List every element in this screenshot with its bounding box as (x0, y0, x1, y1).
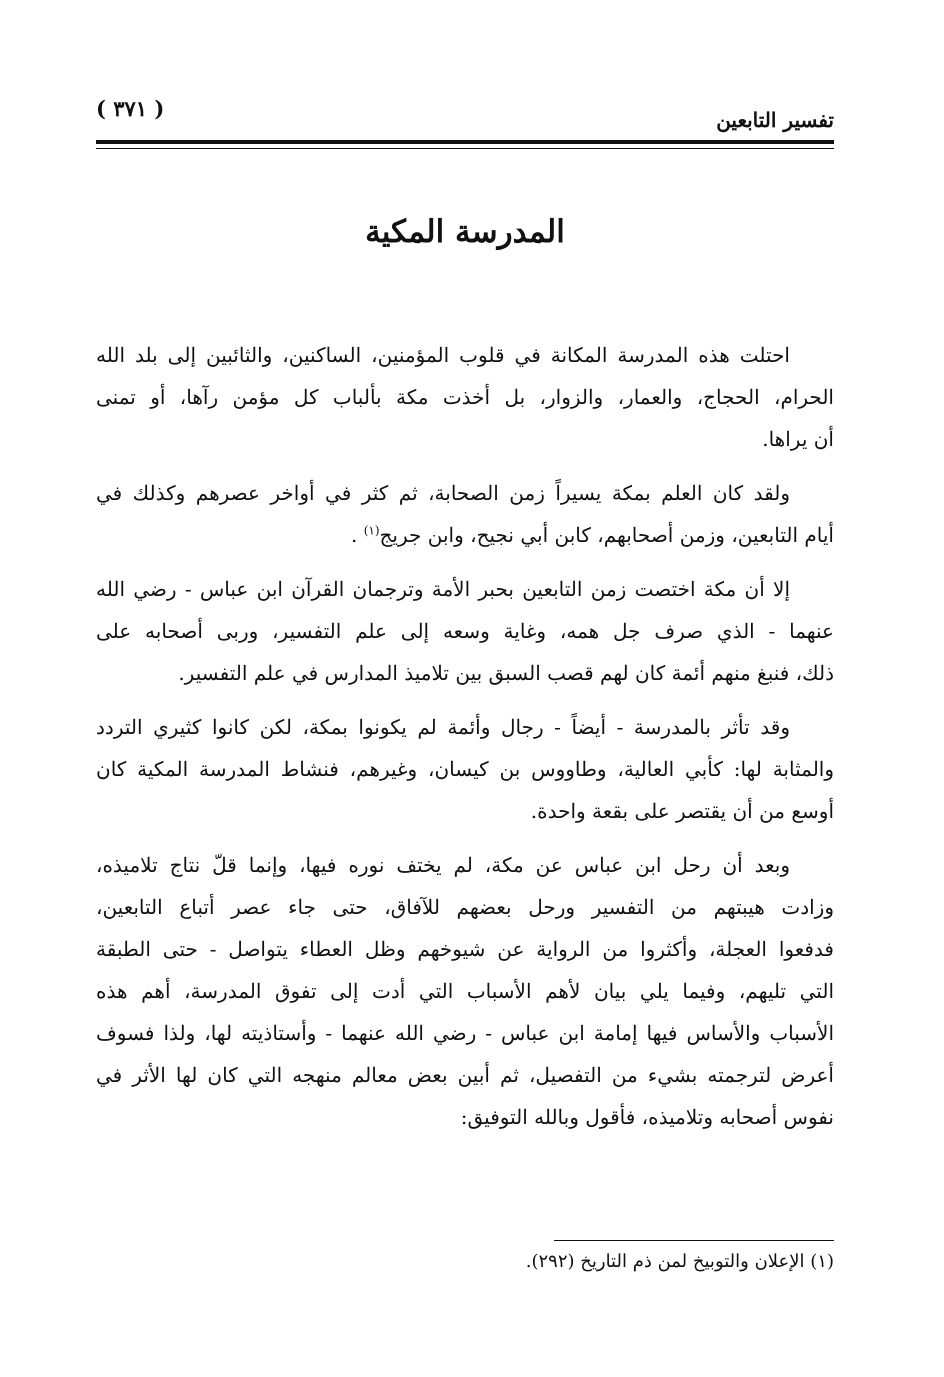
header-rule (96, 140, 834, 144)
paragraph-line-with-footnote (96, 514, 834, 556)
paragraph-gap (96, 556, 834, 568)
paragraph-line: وقد تأثر بالمدرسة - أيضاً - رجال وأئمة لم يكونوا بمكة، لكن كانوا كثيري التردد (96, 715, 790, 739)
paragraph-5 (96, 844, 834, 1138)
paragraph-line: أن يراها. (762, 427, 834, 451)
paragraph-gap (96, 832, 834, 844)
paragraph-2 (96, 472, 834, 556)
paragraph-3 (96, 568, 834, 694)
paragraph-line: أوسع من أن يقتصر على بقعة واحدة. (530, 799, 834, 823)
paragraph-line-tail: . (350, 523, 364, 547)
paragraph-line: وبعد أن رحل ابن عباس عن مكة، لم يختف نوره فيها، وإنما قلّ نتاج تلاميذه، (96, 853, 790, 877)
paragraph-line: ذلك، فنبغ منهم أئمة كان لهم قصب السبق بين تلاميذ المدارس في علم التفسير. (178, 661, 834, 685)
paragraph-line: والمثابة لها: كأبي العالية، وطاووس بن كيسان، وغيرهم، فنشاط المدرسة المكية كان (96, 757, 834, 781)
paragraph-line: إلا أن مكة اختصت زمن التابعين بحبر الأمة وترجمان القرآن ابن عباس - رضي الله (96, 577, 790, 601)
page-number: ( ٣٧١ ) (96, 96, 165, 121)
paragraph-gap (96, 694, 834, 706)
paragraph-line: ولقد كان العلم بمكة يسيراً زمن الصحابة، ثم كثر في أواخر عصرهم وكذلك في (96, 481, 790, 505)
paragraph-line: الحرام، الحجاج، والعمار، والزوار، بل أخذت مكة بألباب كل مؤمن رآها، أو تمنى (96, 385, 834, 409)
paragraph-line: الأسباب والأساس فيها إمامة ابن عباس - رضي الله عنهما - وأستاذيته لها، ولذا فسوف (96, 1021, 834, 1045)
running-header (96, 94, 834, 134)
paragraph-line: عنهما - الذي صرف جل همه، وغاية وسعه إلى علم التفسير، وربى أصحابه على (96, 619, 834, 643)
paragraph-4 (96, 706, 834, 832)
section-title: المدرسة المكية (365, 214, 565, 250)
paragraph-line: فدفعوا العجلة، وأكثروا من الرواية عن شيوخهم وظل العطاء يتواصل - حتى الطبقة (96, 937, 834, 961)
footnote-marker: (١) (363, 523, 380, 538)
paragraph-line-text: أيام التابعين، وزمن أصحابهم، كابن أبي نجيح، وابن جريج (379, 523, 834, 547)
paragraph-line: أعرض لترجمته بشيء من التفصيل، ثم أبين بعض معالم منهجه التي كان لها الأثر في (96, 1063, 834, 1087)
paragraph-line: نفوس أصحابه وتلاميذه، فأقول وبالله التوفيق: (460, 1105, 834, 1129)
paragraph-gap (96, 460, 834, 472)
book-title: تفسير التابعين (716, 108, 834, 132)
body-text (96, 334, 834, 1138)
footnote-rule (554, 1240, 834, 1241)
paragraph-line: وزادت هيبتهم من التفسير ورحل بعضهم للآفاق، حتى جاء عصر أتباع التابعين، (96, 895, 834, 919)
paragraph-line: احتلت هذه المدرسة المكانة في قلوب المؤمنين، الساكنين، والثائبين إلى بلد الله (96, 343, 790, 367)
header-rule-thin (96, 148, 834, 149)
paragraph-1 (96, 334, 834, 460)
footnote: (١) الإعلان والتوبيخ لمن ذم التاريخ (٢٩٢). (525, 1251, 834, 1272)
paragraph-line: التي تليهم، وفيما يلي بيان لأهم الأسباب التي أدت إلى تفوق المدرسة، أهم هذه (96, 979, 834, 1003)
